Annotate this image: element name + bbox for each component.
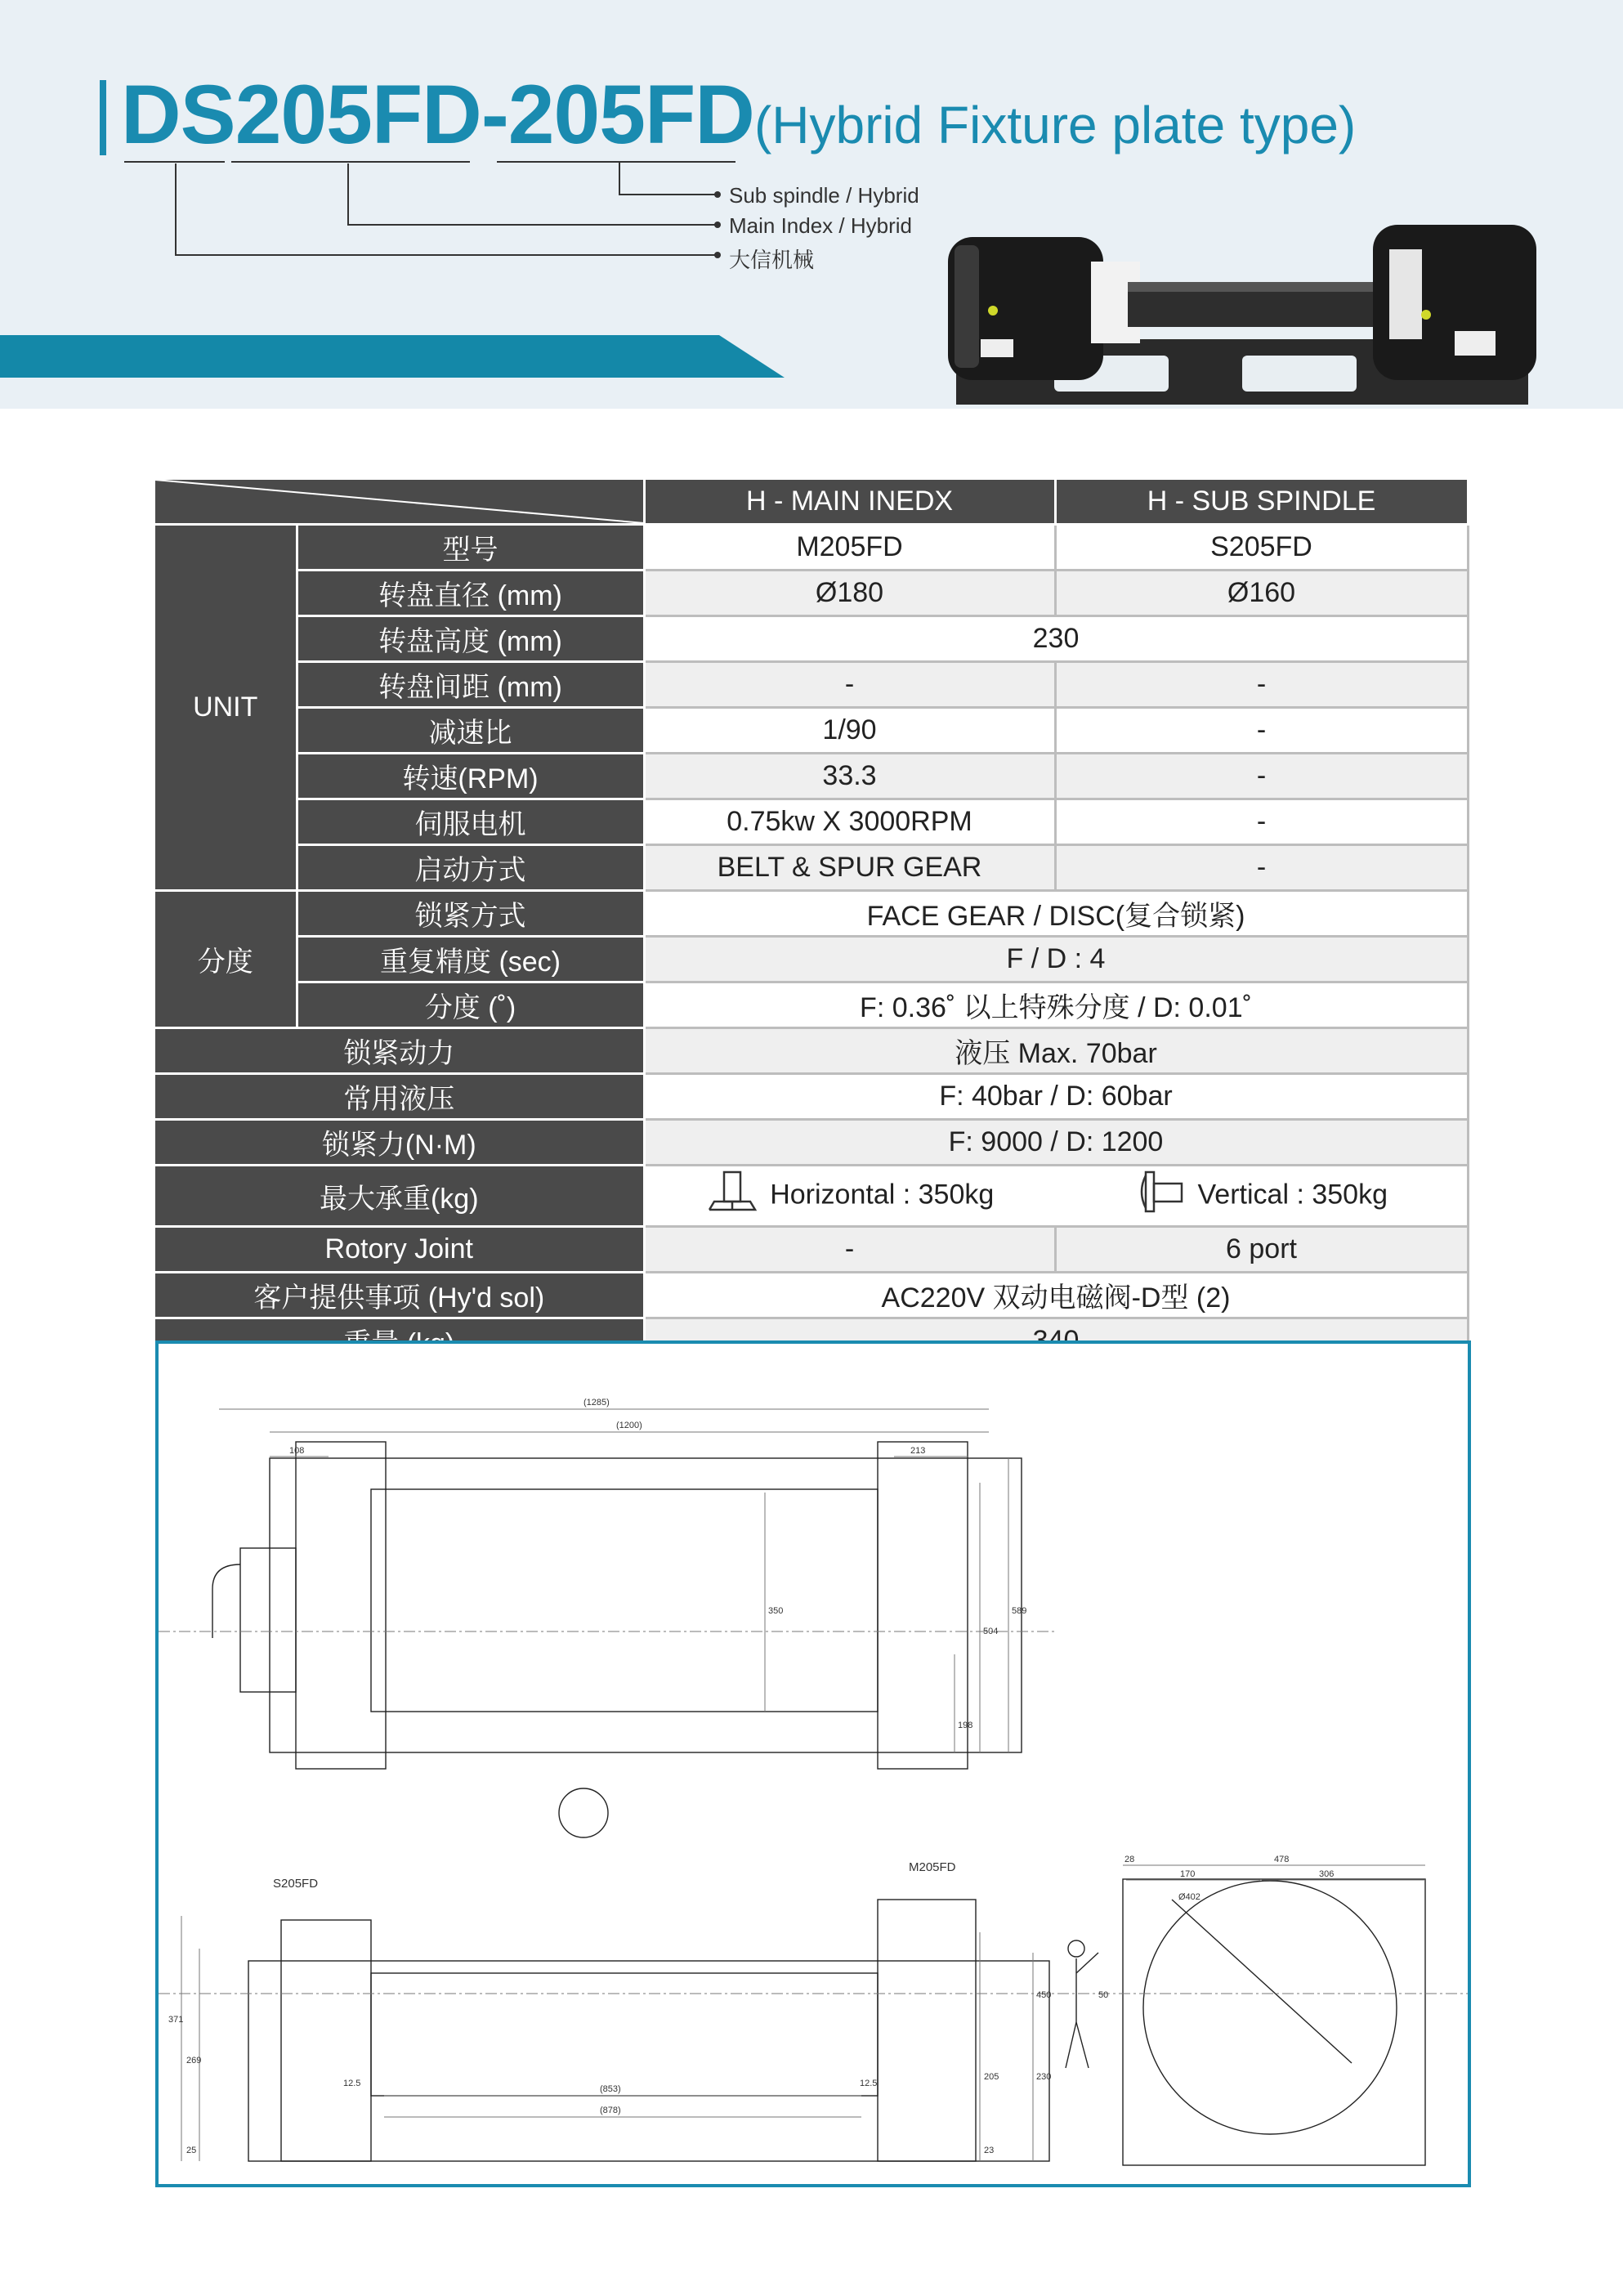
dim-label: 504 xyxy=(983,1627,999,1636)
table-row xyxy=(155,1120,1468,1166)
vertical-load-text: Vertical : 350kg xyxy=(1197,1178,1388,1210)
dim-label: 213 xyxy=(910,1446,926,1456)
dim-label: (1285) xyxy=(583,1398,610,1408)
table-row xyxy=(155,937,1468,982)
table-corner-cell xyxy=(155,480,644,525)
row-label: 转速(RPM) xyxy=(297,754,644,799)
table-row xyxy=(155,891,1468,937)
group-index: 分度 xyxy=(155,891,297,1028)
product-image xyxy=(932,208,1536,421)
row-label: 减速比 xyxy=(297,708,644,754)
cell-span: F / D : 4 xyxy=(644,937,1468,982)
col-header-sub: H - SUB SPINDLE xyxy=(1055,480,1468,525)
cell-span: F: 40bar / D: 60bar xyxy=(644,1074,1468,1120)
row-label: 分度 (˚) xyxy=(297,982,644,1028)
row-label: 型号 xyxy=(297,525,644,571)
row-label: 常用液压 xyxy=(155,1074,644,1120)
cell-sub: - xyxy=(1055,799,1468,845)
dim-label: 12.5 xyxy=(343,2079,361,2088)
dim-label: 450 xyxy=(1036,1990,1052,2000)
cell-sub: 6 port xyxy=(1055,1227,1468,1273)
table-row xyxy=(155,754,1468,799)
legend-main-index: Main Index / Hybrid xyxy=(729,213,912,238)
dim-label: 198 xyxy=(958,1721,973,1730)
table-row xyxy=(155,708,1468,754)
table-row xyxy=(155,571,1468,616)
cell-main: BELT & SPUR GEAR xyxy=(644,845,1055,891)
table-row xyxy=(155,1074,1468,1120)
row-label: 转盘间距 (mm) xyxy=(297,662,644,708)
table-row xyxy=(155,525,1468,571)
dim-label: 12.5 xyxy=(860,2079,878,2088)
dim-label: 50 xyxy=(1098,1990,1109,2000)
dim-label: 108 xyxy=(289,1446,305,1456)
row-label: 转盘高度 (mm) xyxy=(297,616,644,662)
row-label: 启动方式 xyxy=(297,845,644,891)
spec-table xyxy=(155,480,1469,1365)
legend-sub-spindle: Sub spindle / Hybrid xyxy=(729,183,919,208)
cell-main: 1/90 xyxy=(644,708,1055,754)
cell-main: Ø180 xyxy=(644,571,1055,616)
col-header-main: H - MAIN INEDX xyxy=(644,480,1055,525)
table-row xyxy=(155,662,1468,708)
row-label: 转盘直径 (mm) xyxy=(297,571,644,616)
cell-sub: - xyxy=(1055,845,1468,891)
dim-label: 269 xyxy=(186,2056,202,2066)
dim-label: 23 xyxy=(984,2146,995,2155)
cell-span: F: 9000 / D: 1200 xyxy=(644,1120,1468,1166)
dim-label: 25 xyxy=(186,2146,197,2155)
dim-label: Ø402 xyxy=(1178,1892,1200,1902)
table-row xyxy=(155,845,1468,891)
horizontal-load-text: Horizontal : 350kg xyxy=(770,1178,995,1210)
dim-label: 170 xyxy=(1180,1869,1196,1879)
row-label: 锁紧方式 xyxy=(297,891,644,937)
group-unit: UNIT xyxy=(155,525,297,891)
label-main-unit: M205FD xyxy=(909,1860,956,1874)
cell-main: 0.75kw X 3000RPM xyxy=(644,799,1055,845)
dim-label: (1200) xyxy=(616,1421,642,1430)
cell-main: - xyxy=(644,1227,1055,1273)
cell-span: AC220V 双动电磁阀-D型 (2) xyxy=(644,1273,1468,1318)
dim-label: 371 xyxy=(168,2015,184,2025)
row-label: 伺服电机 xyxy=(297,799,644,845)
cell-span: 230 xyxy=(644,616,1468,662)
cell-main: - xyxy=(644,662,1055,708)
row-label: 重复精度 (sec) xyxy=(297,937,644,982)
dim-label: 205 xyxy=(984,2072,999,2082)
cell-span: FACE GEAR / DISC(复合锁紧) xyxy=(644,891,1468,937)
dim-label: 478 xyxy=(1274,1855,1290,1864)
row-label: 最大承重(kg) xyxy=(155,1166,644,1227)
dim-label: (853) xyxy=(600,2084,621,2094)
row-label: 客户提供事项 (Hy'd sol) xyxy=(155,1273,644,1318)
dim-label: 306 xyxy=(1319,1869,1335,1879)
dim-label: (878) xyxy=(600,2106,621,2115)
label-sub-unit: S205FD xyxy=(273,1877,319,1891)
table-row xyxy=(155,1166,1468,1227)
table-row xyxy=(155,1273,1468,1318)
dim-label: 230 xyxy=(1036,2072,1052,2082)
table-row xyxy=(155,616,1468,662)
cell-sub: S205FD xyxy=(1055,525,1468,571)
cell-sub: - xyxy=(1055,662,1468,708)
cell-sub xyxy=(1055,1166,1468,1227)
row-label: 锁紧动力 xyxy=(155,1028,644,1074)
cell-sub: Ø160 xyxy=(1055,571,1468,616)
dim-label: 350 xyxy=(768,1606,784,1616)
cell-span: F: 0.36˚ 以上特殊分度 / D: 0.01˚ xyxy=(644,982,1468,1028)
technical-drawing xyxy=(159,1344,1468,2184)
row-label: 锁紧力(N·M) xyxy=(155,1120,644,1166)
cell-span: 液压 Max. 70bar xyxy=(644,1028,1468,1074)
cell-sub: - xyxy=(1055,754,1468,799)
dim-label: 28 xyxy=(1124,1855,1135,1864)
cell-main xyxy=(644,1166,1055,1227)
table-row xyxy=(155,799,1468,845)
row-label: Rotory Joint xyxy=(155,1227,644,1273)
table-header-row xyxy=(155,480,1468,525)
cell-main: M205FD xyxy=(644,525,1055,571)
table-row xyxy=(155,982,1468,1028)
table-row xyxy=(155,1028,1468,1074)
dim-label: 589 xyxy=(1012,1606,1027,1616)
technical-drawing-frame xyxy=(155,1340,1471,2187)
cell-sub: - xyxy=(1055,708,1468,754)
legend-brand: 大信机械 xyxy=(729,248,815,272)
vertical-load-icon xyxy=(1134,1169,1187,1224)
table-row xyxy=(155,1227,1468,1273)
model-name: DS205FD-205FD xyxy=(121,68,754,161)
horizontal-load-icon xyxy=(706,1169,758,1224)
cell-main: 33.3 xyxy=(644,754,1055,799)
model-subtitle: (Hybrid Fixture plate type) xyxy=(753,96,1357,154)
corner-diagonal xyxy=(155,480,644,523)
